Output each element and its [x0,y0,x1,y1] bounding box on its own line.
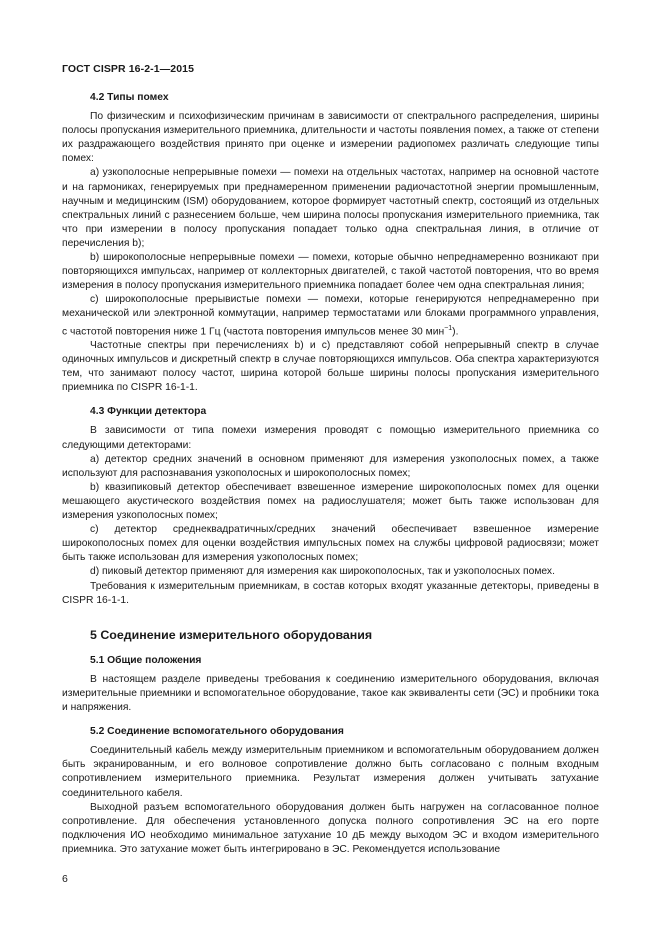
s43-requirements-paragraph: Требования к измерительным приемникам, в состав которых входят указанные детекторы, приведены в CISPR 16-1-1. [62,580,599,606]
s42-item-c-tail: ). [452,325,459,337]
section-5-1-heading: 5.1 Общие положения [90,654,202,666]
s51-paragraph: В настоящем разделе приведены требования к соединению измерительного оборудования, включая измерительные приемники и вспомогательное оборудование, такое как эквиваленты сети (ЭС) и пробники тока и напряжения. [62,673,599,714]
page-number: 6 [62,873,68,885]
section-4-3-heading: 4.3 Функции детектора [90,406,207,418]
section-4-2-heading: 4.2 Типы помех [90,92,169,103]
s42-item-c [62,293,599,339]
document-code: ГОСТ CISPR 16-2-1—2015 [62,63,195,75]
s42-item-a: а) узкополосные непрерывные помехи — помехи на отдельных частотах, например на основной частоте и на гармониках, генерируемых при преднамеренном применении радиочастотной энергии промышленным, научным и медицинским (ISM) оборудованием, которое формирует частотный спектр, состоящий из отдельных спектральных линий с разнесением больше, чем ширина полосы пропускания измерительного приемника, так что при измерении в полосу пропускания попадает только одна спектральная линия, в отличие от перечисления b); [62,167,599,249]
section-5-2-heading: 5.2 Соединение вспомогательного оборудования [90,726,344,738]
s42-item-c-superscript: −1 [444,324,453,332]
s42-item-b: b) широкополосные непрерывные помехи — помехи, которые обычно непреднамеренно возникают при повторяющихся импульсах, например от коллекторных двигателей, с такой частотой повторения, что во время измерения в полосу пропускания измерительного приемника попадает более чем одна спектральная линия; [62,252,599,292]
page-body [62,91,599,857]
s43-intro-paragraph: В зависимости от типа помехи измерения проводят с помощью измерительного приемника со следующими детекторами: [62,425,599,451]
section-5-heading: 5 Соединение измерительного оборудования [90,627,373,642]
s42-intro-paragraph: По физическим и психофизическим причинам в зависимости от спектрального распределения, ширины полосы пропускания измерительного приемника, длительности и частоты появления помех, а также от степени их раздражающего воздействия принято при оценке и измерении радиопомех различать следующие типы помех: [62,111,599,165]
s52-paragraph-1: Соединительный кабель между измерительным приемником и вспомогательным оборудованием должен быть экранированным, и его волновое сопротивление должно быть согласовано с полным входным сопротивлением измерительного приемника. Результат измерения должен учитывать затухание соединительного кабеля. [62,745,599,799]
s52-paragraph-2: Выходной разъем вспомогательного оборудования должен быть нагружен на согласованное полное сопротивление. Для обеспечения установленного допуска полного сопротивления ЭС на его порте подключения ИО необходимо минимальное затухание 10 дБ между выходом ЭС и входом измерительного приемника. Это затухание может быть интегрировано в ЭС. Рекомендуется использование [62,801,599,855]
s42-item-c-text: с) широкополосные прерывистые помехи — помехи, которые генерируются непреднамеренно при механической или электронной коммутации, например термостатами или блоками программного управления, с частотой повторения ниже 1 Гц (частота повторения импульсов менее 30 мин [62,294,599,337]
s42-spectra-paragraph: Частотные спектры при перечислениях b) и с) представляют собой непрерывный спектр в случае одиночных импульсов и дискретный спектр в случае повторяющихся импульсов. Оба спектра характеризуются тем, что занимают полосу частот, ширина которой больше ширины полосы пропускания измерительного приемника по CISPR 16-1-1. [62,340,599,394]
s43-item-b: b) квазипиковый детектор обеспечивает взвешенное измерение широкополосных помех для оценки мешающего акустического воздействия помех на радиослушателя; может быть также использован для измерения узкополосных помех; [62,481,599,522]
s43-item-a: а) детектор средних значений в основном применяют для измерения узкополосных помех, а также используют для распознавания узкополосных и широкополосных помех; [62,453,599,479]
s43-item-d: d) пиковый детектор применяют для измерения как широкополосных, так и узкополосных помех. [90,566,555,578]
s43-item-c: с) детектор среднеквадратичных/средних значений обеспечивает взвешенное измерение широкополосных помех для оценки воздействия импульсных помех на службы цифровой радиосвязи; может быть также использован для измерения узкополосных помех; [62,524,599,564]
